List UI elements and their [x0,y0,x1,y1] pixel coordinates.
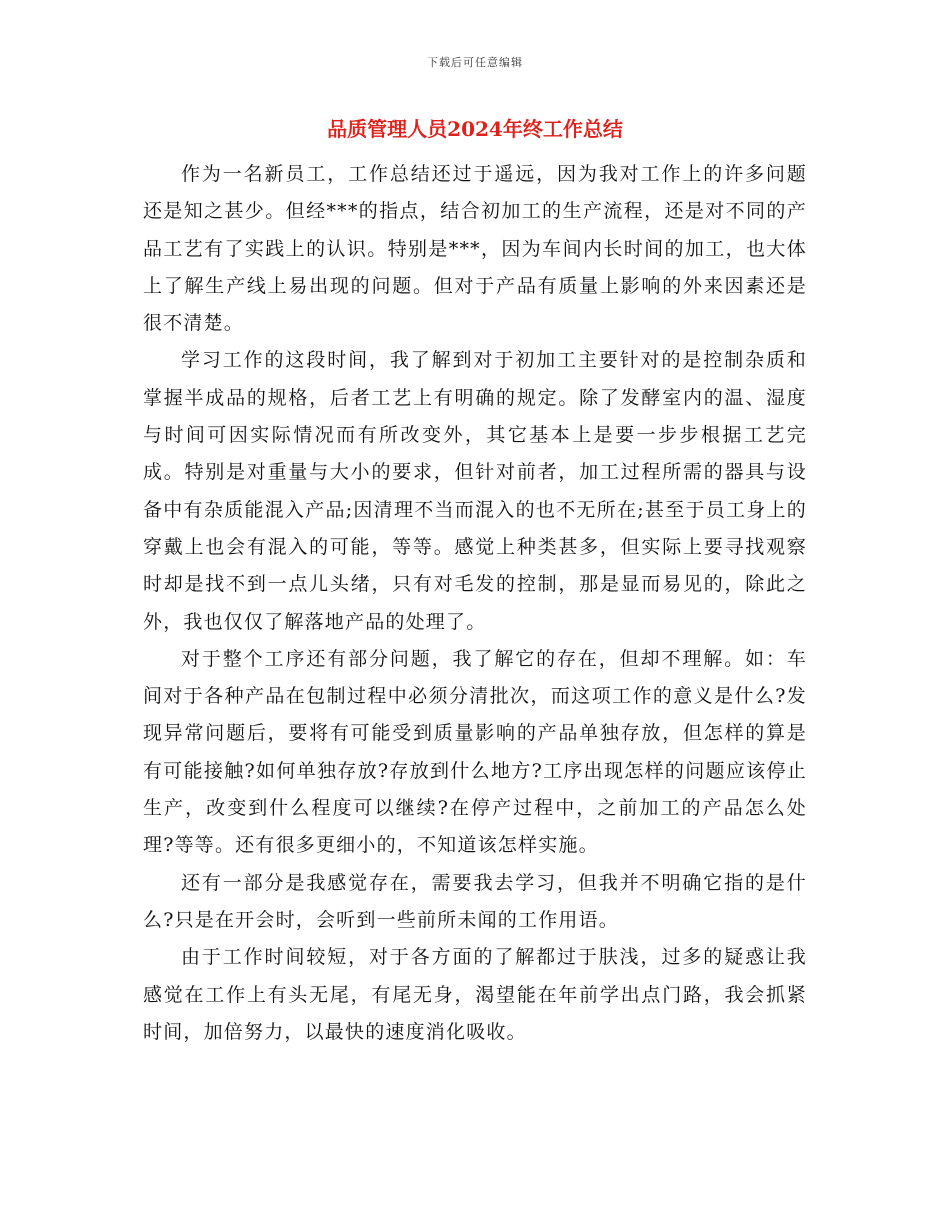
header-note: 下载后可任意编辑 [427,56,523,69]
paragraph-1: 作为一名新员工，工作总结还过于遥远，因为我对工作上的许多问题还是知之甚少。但经***的指点，结合初加工的生产流程，还是对不同的产品工艺有了实践上的认识。特别是***，因为车间内长时间的加工，也大体上了解生产线上易出现的问题。但对于产品有质量上影响的外来因素还是很不清楚。 [143,163,807,335]
paragraph-4: 还有一部分是我感觉存在，需要我去学习，但我并不明确它指的是什么?只是在开会时，会听到一些前所未闻的工作用语。 [143,871,807,931]
paragraph-2: 学习工作的这段时间，我了解到对于初加工主要针对的是控制杂质和掌握半成品的规格，后者工艺上有明确的规定。除了发酵室内的温、湿度与时间可因实际情况而有所改变外，其它基本上是要一步步根据工艺完成。特别是对重量与大小的要求，但针对前者，加工过程所需的器具与设备中有杂质能混入产品;因清理不当而混入的也不无所在;甚至于员工身上的穿戴上也会有混入的可能，等等。感觉上种类甚多，但实际上要寻找观察时却是找不到一点儿头绪，只有对毛发的控制，那是显而易见的，除此之外，我也仅仅了解落地产品的处理了。 [143,349,807,633]
paragraph-3: 对于整个工序还有部分问题，我了解它的存在，但却不理解。如：车间对于各种产品在包制过程中必须分清批次，而这项工作的意义是什么?发现异常问题后，要将有可能受到质量影响的产品单独存放，但怎样的算是有可能接触?如何单独存放?存放到什么地方?工序出现怎样的问题应该停止生产，改变到什么程度可以继续?在停产过程中，之前加工的产品怎么处理?等等。还有很多更细小的，不知道该怎样实施。 [143,647,807,857]
paragraph-5: 由于工作时间较短，对于各方面的了解都过于肤浅，过多的疑惑让我感觉在工作上有头无尾，有尾无身，渴望能在年前学出点门路，我会抓紧时间，加倍努力，以最快的速度消化吸收。 [143,946,807,1043]
document-body [143,156,807,1051]
document-title: 品质管理人员2024年终工作总结 [327,117,623,141]
